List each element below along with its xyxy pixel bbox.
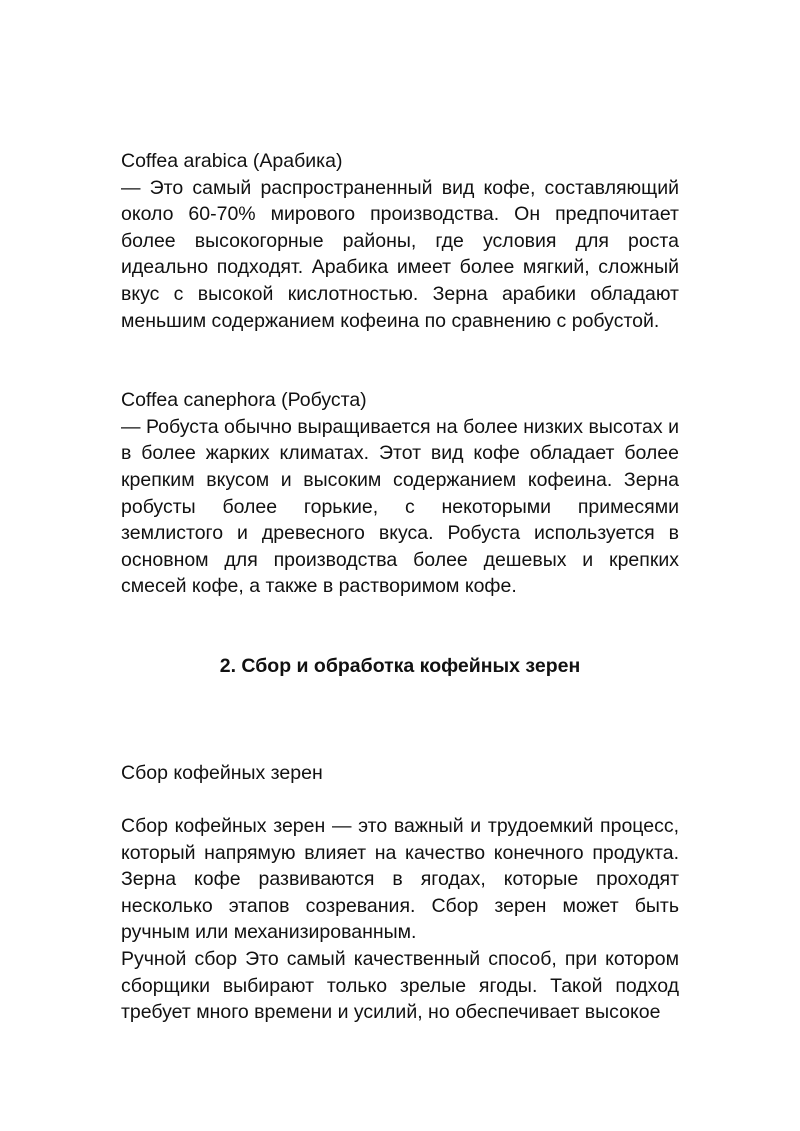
robusta-term: Coffea canephora (Робуста): [121, 389, 367, 412]
spacer: [121, 680, 679, 760]
arabica-term: Coffea arabica (Арабика): [121, 150, 343, 172]
robusta-description: — Робуста обычно выращивается на более низких высотах и в более жарких климатах. Этот вид кофе обладает более крепким вкусом и высоким содержанием кофеина. Зерна робусты более горькие, с некоторыми примесями землистого и древесного вкуса. Робуста используется в основном для производства более дешевых и крепких смесей кофе, а также в растворимом кофе.: [121, 415, 679, 598]
manual-harvest-paragraph: Ручной сбор Это самый качественный способ, при котором сборщики выбирают только зрелые ягоды. Такой подход требует много времени и усилий, но обеспечивает высокое: [121, 948, 679, 1024]
section-heading: 2. Сбор и обработка кофейных зерен: [219, 654, 581, 677]
spacer: [121, 600, 679, 653]
spacer: [121, 786, 679, 813]
document-content: [121, 148, 679, 1026]
spacer: [121, 334, 679, 387]
arabica-description: — Это самый распространенный вид кофе, составляющий около 60-70% мирового производства. Он предпочитает более высокогорные районы, где условия для роста идеально подходят. Арабика имеет более мягкий, сложный вкус с высокой кислотностью. Зерна арабики обладают меньшим содержанием кофеина по сравнению с робустой.: [121, 176, 679, 332]
subheading: Сбор кофейных зерен: [121, 761, 323, 784]
harvest-paragraph: Сбор кофейных зерен — это важный и трудоемкий процесс, который напрямую влияет на качество конечного продукта. Зерна кофе развиваются в ягодах, которые проходят несколько этапов созревания. Сбор зерен может быть ручным или механизированным.: [121, 815, 679, 944]
